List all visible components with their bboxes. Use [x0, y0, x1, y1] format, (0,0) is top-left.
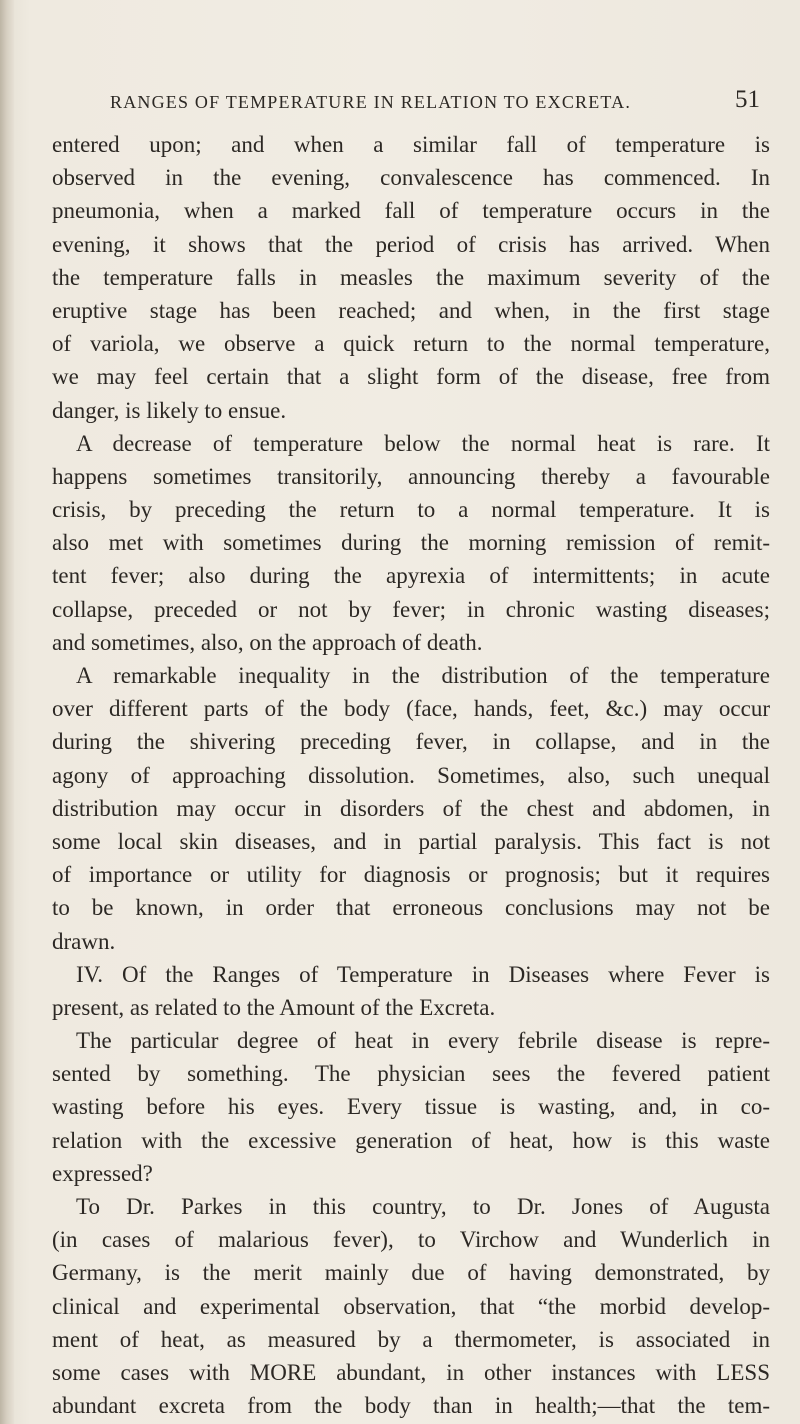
- text-line: observed in the evening, convalescence has commenced. In: [52, 165, 770, 191]
- text-line: abundant excreta from the body than in health;—that the tem-: [52, 1393, 770, 1419]
- section-heading: IV. Of the Ranges of Temperature in Diseases where Fever is: [76, 961, 770, 987]
- text-line: we may feel certain that a slight form of the disease, free from: [52, 364, 770, 390]
- text-line: The particular degree of heat in every febrile disease is repre-: [76, 1028, 770, 1054]
- text-line: over different parts of the body (face, hands, feet, &c.) may occur: [52, 696, 770, 722]
- text-line: A remarkable inequality in the distribution of the temperature: [76, 663, 770, 688]
- text-line: evening, it shows that the period of crisis has arrived. When: [52, 231, 770, 257]
- text-line: of variola, we observe a quick return to the normal temperature,: [52, 331, 770, 357]
- text-line: to be known, in order that erroneous conclusions may not be: [52, 895, 770, 921]
- page-number: 51: [735, 86, 760, 113]
- text-line: during the shivering preceding fever, in collapse, and in the: [52, 729, 770, 755]
- text-line: (in cases of malarious fever), to Virchow and Wunderlich in: [52, 1227, 770, 1253]
- text-line: agony of approaching dissolution. Sometimes, also, such unequal: [52, 762, 770, 788]
- text-line: expressed?: [52, 1160, 153, 1186]
- text-line: happens sometimes transitorily, announcing thereby a favourable: [52, 463, 770, 489]
- text-line: the temperature falls in measles the maximum severity of the: [52, 264, 770, 290]
- text-line: To Dr. Parkes in this country, to Dr. Jones of Augusta: [76, 1194, 770, 1219]
- text-line: distribution may occur in disorders of the chest and abdomen, in: [52, 795, 770, 821]
- text-line: sented by something. The physician sees the fevered patient: [52, 1061, 770, 1087]
- text-line: eruptive stage has been reached; and when, in the first stage: [52, 297, 770, 323]
- text-line: danger, is likely to ensue.: [52, 397, 287, 423]
- running-head: [110, 86, 760, 116]
- text-line: ment of heat, as measured by a thermometer, is associated in: [52, 1326, 770, 1352]
- section-heading: present, as related to the Amount of the Excreta.: [52, 994, 496, 1020]
- text-line: pneumonia, when a marked fall of temperature occurs in the: [52, 198, 770, 224]
- text-line: crisis, by preceding the return to a normal temperature. It is: [52, 497, 770, 523]
- text-line: some cases with MORE abundant, in other instances with LESS: [52, 1359, 770, 1385]
- text-line: of importance or utility for diagnosis or prognosis; but it requires: [52, 862, 770, 888]
- text-line: clinical and experimental observation, that “the morbid develop-: [52, 1293, 770, 1319]
- text-line: drawn.: [52, 928, 116, 954]
- running-title: RANGES OF TEMPERATURE IN RELATION TO EXCRETA.: [110, 92, 632, 112]
- text-line: tent fever; also during the apyrexia of intermittents; in acute: [52, 563, 770, 589]
- text-line: also met with sometimes during the morning remission of remit-: [52, 530, 770, 556]
- body-text: [52, 128, 770, 1422]
- text-line: wasting before his eyes. Every tissue is wasting, and, in co-: [52, 1094, 770, 1120]
- text-line: collapse, preceded or not by fever; in chronic wasting diseases;: [52, 596, 770, 622]
- text-line: A decrease of temperature below the normal heat is rare. It: [76, 430, 770, 456]
- text-line: some local skin diseases, and in partial paralysis. This fact is not: [52, 828, 770, 854]
- text-line: Germany, is the merit mainly due of having demonstrated, by: [52, 1260, 770, 1286]
- text-line: and sometimes, also, on the approach of death.: [52, 629, 483, 655]
- page-gutter-shadow: [0, 0, 14, 1424]
- text-line: entered upon; and when a similar fall of temperature is: [52, 132, 770, 157]
- text-line: relation with the excessive generation of heat, how is this waste: [52, 1127, 770, 1153]
